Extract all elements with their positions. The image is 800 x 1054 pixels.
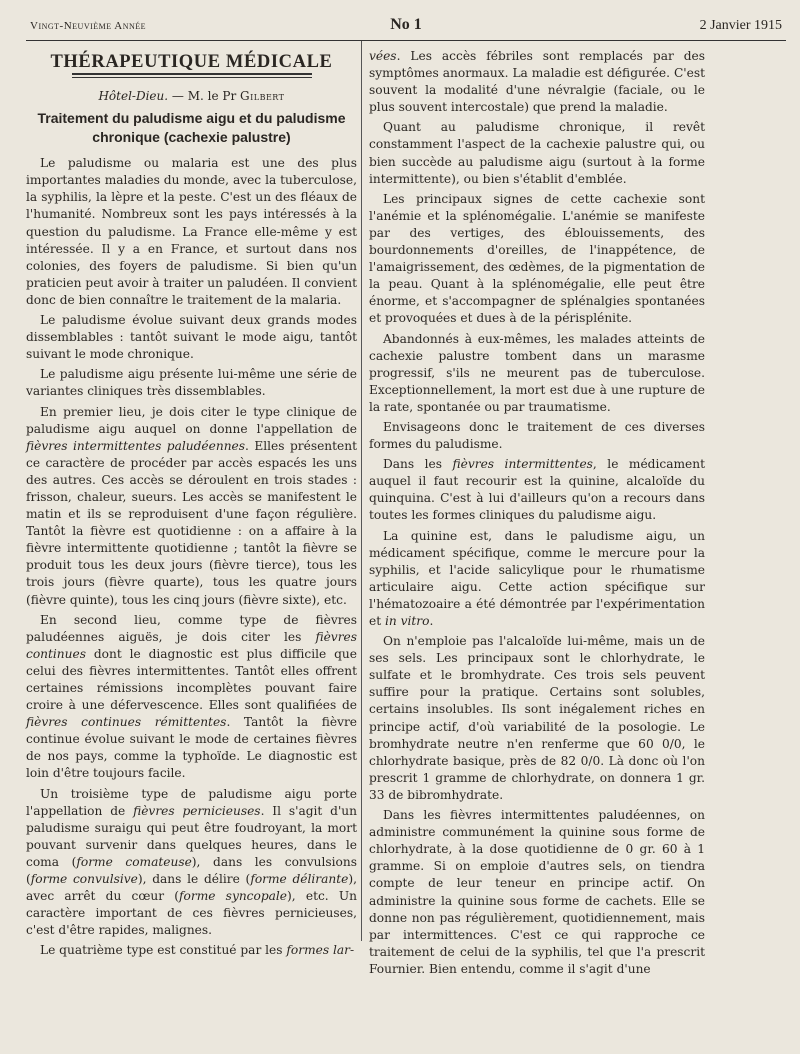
article-title-line: chronique (cachexie palustre) (92, 129, 291, 146)
paragraph: Abandonnés à eux-mêmes, les malades atteints de cachexie palustre tombent dans un marasme progressif, s'ils ne meurent pas de tuberculose. Exceptionnellement, la mort est due à une rupture de la rate, spontanée ou par traumatisme. (369, 331, 705, 414)
section-title: THÉRAPEUTIQUE MÉDICALE (50, 52, 333, 72)
italic-term: forme comateuse (76, 854, 192, 869)
paragraph (369, 528, 705, 631)
text-run: . Il s'agit d'un paludisme suraigu qui peut être foudroyant, la mort pouvant survenir dans quelques heures, dans le coma ( (26, 803, 358, 869)
text-run: Le quatrième type est constitué par les (40, 943, 287, 958)
italic-term: forme délirante (250, 872, 349, 887)
header-rule (26, 40, 786, 41)
italic-term: fièvres pernicieuses (133, 803, 261, 818)
paragraph (26, 942, 357, 959)
text-run: ), etc. Un caractère important de ces fièvres pernicieuses, c'est d'être rapides, malignes. (26, 889, 358, 938)
paragraph: Dans les fièvres intermittentes paludéennes, on administre communément la quinine sous forme de chlorhydrate, à la dose quotidienne de 0 gr. 60 à 1 gramme. Si on emploie d'autres sels, on tiendra compte de leur teneur en principe actif. On administre la quinine sous forme de cachets. Elle se donne non pas régulièrement, quotidiennement, mais par intermittences. C'est ce qui rapproche ce traitement de celui de la syphilis, tel que l'a prescrit Fournier. Bien entendu, comme il s'agit d'une (369, 808, 705, 976)
article-title (26, 109, 357, 147)
text-run: ), avec arrêt du cœur ( (26, 872, 357, 904)
header-date: 2 Janvier 1915 (699, 18, 782, 33)
byline-prefix: — M. le Pr (168, 89, 241, 104)
italic-term: fièvres intermittentes paludéennes (26, 438, 246, 453)
paragraph: Quant au paludisme chronique, il revêt constamment l'aspect de la cachexie palustre qui, ou bien succède au paludisme aigu (surtout à la forme intermittente), ou bien s'établit d'emblée. (369, 120, 705, 186)
running-header (30, 16, 782, 38)
text-run: La quinine est, dans le paludisme aigu, un médicament spécifique, comme le mercure pour la syphilis, et l'acide salicylique pour le rhumatisme articulaire aigu. Cette action spécifique sur l'hématozoaire a été démontrée par l'expérimentation et (369, 528, 705, 628)
byline (26, 88, 357, 105)
left-column (26, 48, 358, 958)
paragraph: Le paludisme évolue suivant deux grands modes dissemblables : tantôt suivant le mode aigu, tantôt suivant le mode chronique. (26, 313, 357, 362)
text-run: . (429, 614, 434, 628)
paragraph (369, 456, 705, 524)
article-title-line: Traitement du paludisme aigu et du paludisme (37, 110, 346, 127)
paragraph (26, 404, 357, 609)
paragraph (26, 612, 357, 783)
italic-term: vées (369, 49, 397, 63)
italic-term: forme convulsive (30, 872, 138, 887)
text-run: , le médicament auquel il faut recourir est la quinine, alcaloïde du quinquina. C'est à lui d'ailleurs qu'on a recours dans toutes les formes cliniques du paludisme aigu. (369, 457, 705, 523)
text-run: ), dans les convulsions ( (26, 854, 357, 887)
header-volume: Vingt-Neuvième Année (30, 20, 147, 32)
italic-term: formes lar- (286, 943, 355, 958)
text-run: ), dans le délire ( (137, 872, 251, 887)
paragraph: Les principaux signes de cette cachexie sont l'anémie et la splénomégalie. L'anémie se manifeste par des vertiges, des éblouissements, des bourdonnements d'oreilles, de l'inappétence, de l'amaigrissement, des œdèmes, de la pigmentation de la peau. Quant à la splénomégalie, elle peut être énorme, et s'accompagner de splénalgies spontanées et provoquées et dues à de la périsplénite. (369, 191, 705, 326)
byline-location: Hôtel-Dieu. (98, 89, 169, 104)
italic-term: fièvres continues rémittentes (26, 715, 227, 730)
text-run: . Les accès fébriles sont remplacés par des symptômes anormaux. La maladie est défigurée. C'est souvent la modalité d'une névralgie (faciale, ou le plus souvent intercostale) que prend la maladie. (369, 49, 705, 115)
paragraph: Le paludisme ou malaria est une des plus importantes maladies du monde, avec la tuberculose, la syphilis, la lèpre et la peste. C'est un des fléaux de l'humanité. Nombreux sont les pays intéressés à la question du paludisme. La France elle-même y est intéressée. Il y a en France, et surtout dans nos colonies, des foyers de paludisme. Si bien qu'un praticien peut avoir à traiter un paludéen. Il convient donc de bien connaître le traitement de la malaria. (26, 156, 357, 307)
text-run: Dans les (383, 457, 453, 472)
right-column (369, 48, 705, 976)
italic-term: fièvres continues (26, 629, 357, 661)
paragraph: Le paludisme aigu présente lui-même une série de variantes cliniques très dissemblables. (26, 367, 357, 399)
header-issue-number: No 1 (390, 16, 422, 33)
paragraph (369, 48, 705, 116)
text-run: En second lieu, comme type de fièvres paludéennes aiguës, je dois citer les (26, 612, 357, 644)
paragraph: On n'emploie pas l'alcaloïde lui-même, mais un de ses sels. Les principaux sont le chlorhydrate, le sulfate et le bromhydrate. Ces trois sels peuvent suffire pour la pratique. Certains sont solubles, certains insolubles. Ils sont inégalement riches en principe actif, d'où variabilité de la posologie. Le bromhydrate neutre n'en renferme que 60 0/0, le chlorhydrate basique, près de 82 0/0. Là donc où l'on prescrit 1 gramme de chlorhydrate, on donnera 1 gr. 33 de bibromhydrate. (369, 634, 705, 802)
section-title-rule (72, 73, 312, 78)
italic-term: forme syncopale (179, 889, 288, 904)
text-run: . Elles présentent ce caractère de procéder par accès espacés les uns des autres. Ces accès se déroulent en trois stades : frisson, chaleur, sueurs. Les accès se manifestent le matin et ils se reproduisent d'une façon régulière. Tantôt la fièvre est quotidienne : on a affaire à la fièvre intermittente quotidienne ; tantôt la fièvre se produit tous les deux jours (fièvre tierce), tous les trois jours (fièvre quarte), tous les quatre jours (fièvre quinte), tous les cinq jours (fièvre sixte), etc. (26, 438, 357, 607)
text-run: dont le diagnostic est plus difficile que celui des fièvres intermittentes. Tantôt elles offrent certaines rémissions incomplètes pouvant faire croire à une défervescence. Elles sont qualifiées de (26, 646, 357, 713)
byline-author: Gilbert (240, 89, 285, 104)
text-run: Un troisième type de paludisme aigu porte l'appellation de (26, 786, 357, 818)
paragraph (26, 786, 357, 940)
column-divider (361, 41, 362, 941)
paragraph: Envisageons donc le traitement de ces diverses formes du paludisme. (369, 419, 705, 452)
italic-term: fièvres intermittentes (452, 457, 593, 472)
italic-term: in vitro (384, 614, 430, 628)
text-run: . Tantôt la fièvre continue évolue suivant le mode de certaines fièvres de nos pays, comme la typhoïde. Le diagnostic est loin d'être toujours facile. (26, 715, 357, 781)
text-run: En premier lieu, je dois citer le type clinique de paludisme aigu auquel on donne l'appellation de (26, 404, 357, 436)
